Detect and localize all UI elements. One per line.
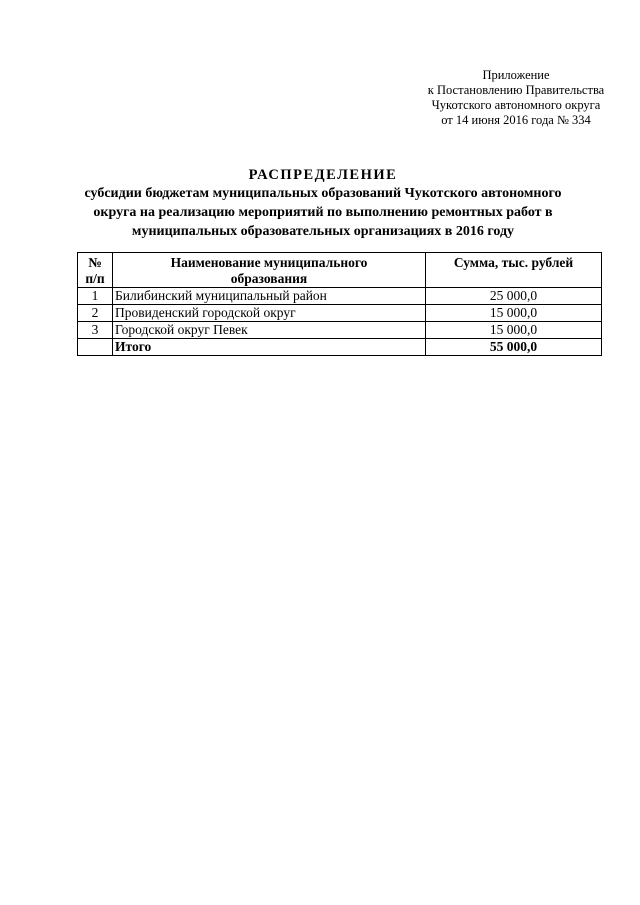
appendix-block <box>400 68 632 128</box>
row-number: 1 <box>78 288 113 305</box>
row-municipality: Билибинский муниципальный район <box>113 288 426 305</box>
appendix-line: к Постановлению Правительства <box>427 83 605 97</box>
header-municipality: Наименование муниципального образования <box>113 253 426 288</box>
table-row <box>78 288 602 305</box>
row-sum: 15 000,0 <box>426 305 602 322</box>
table-row <box>78 322 602 339</box>
appendix-date-line: от 14 июня 2016 года № 334 <box>441 113 591 127</box>
table-row <box>78 305 602 322</box>
row-municipality: Провиденский городской округ <box>113 305 426 322</box>
document-title: РАСПРЕДЕЛЕНИЕ <box>248 167 398 183</box>
row-number: 2 <box>78 305 113 322</box>
appendix-line: Приложение <box>482 68 550 82</box>
total-label: Итого <box>113 339 426 356</box>
document-subtitle <box>40 184 606 241</box>
subtitle-line: субсидии бюджетам муниципальных образований Чукотского автономного <box>84 186 562 201</box>
distribution-table <box>77 252 602 356</box>
table-header-row <box>78 253 602 288</box>
row-sum: 15 000,0 <box>426 322 602 339</box>
subtitle-line: округа на реализацию мероприятий по выполнению ремонтных работ в <box>93 205 553 220</box>
table-total-row <box>78 339 602 356</box>
row-municipality: Городской округ Певек <box>113 322 426 339</box>
total-number-empty <box>78 339 113 356</box>
header-sum: Сумма, тыс. рублей <box>426 253 602 288</box>
row-number: 3 <box>78 322 113 339</box>
header-number: № п/п <box>78 253 113 288</box>
row-sum: 25 000,0 <box>426 288 602 305</box>
total-sum: 55 000,0 <box>426 339 602 356</box>
appendix-line: Чукотского автономного округа <box>431 98 601 112</box>
subtitle-line: муниципальных образовательных организациях в 2016 году <box>131 224 515 239</box>
